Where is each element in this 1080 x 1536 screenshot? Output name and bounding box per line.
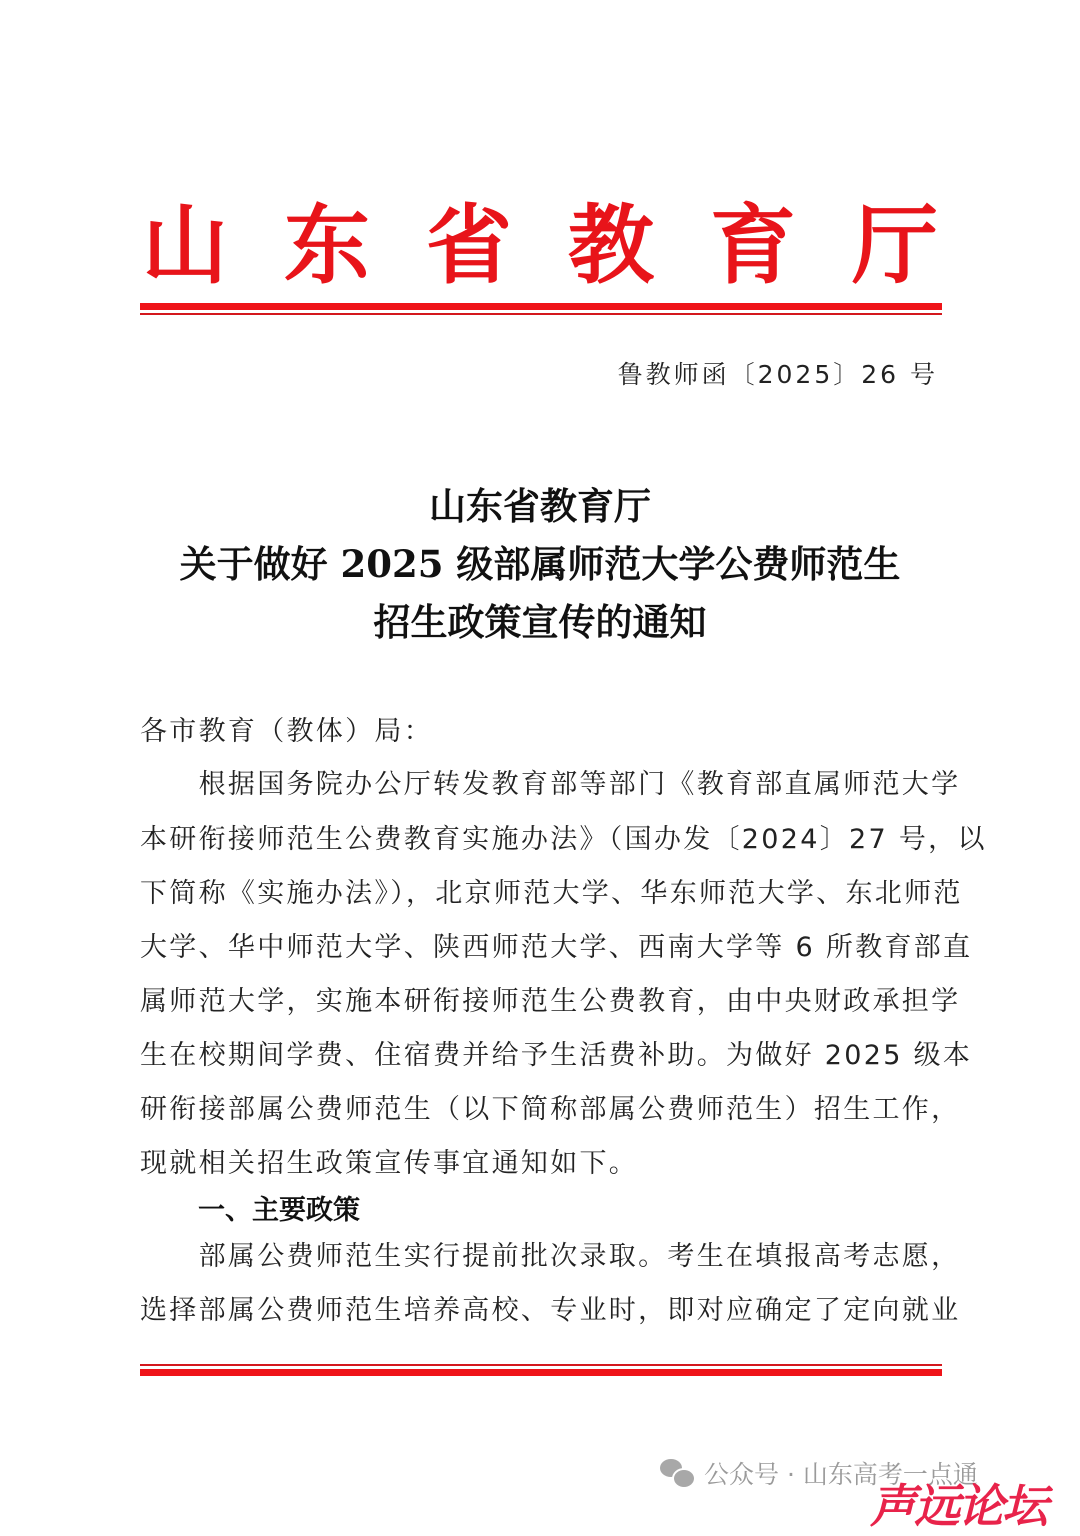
masthead-char: 东 [284, 195, 370, 296]
section-line: 选择部属公费师范生培养高校、专业时，即对应确定了定向就业 [140, 1295, 961, 1326]
masthead-char: 省 [426, 195, 512, 296]
header-red-rule-thick [140, 303, 942, 310]
masthead [140, 196, 940, 296]
document-number: 鲁教师函〔2025〕26 号 [617, 360, 938, 389]
masthead-char: 育 [710, 195, 796, 296]
title-line-2: 关于做好 2025 级部属师范大学公费师范生 [179, 542, 901, 586]
body-line: 本研衔接师范生公费教育实施办法》（国办发〔2024〕27 号，以 [140, 824, 987, 855]
body-line: 属师范大学，实施本研衔接师范生公费教育，由中央财政承担学 [140, 986, 961, 1017]
header-red-rule-thin [140, 313, 942, 315]
footer-red-rule-thin [140, 1364, 942, 1366]
masthead-char: 山 [142, 195, 228, 296]
body-line: 现就相关招生政策宣传事宜通知如下。 [140, 1148, 639, 1179]
masthead-char: 厅 [852, 195, 938, 296]
body-line: 下简称《实施办法》），北京师范大学、华东师范大学、东北师范 [140, 878, 963, 909]
forum-logo: 声远论坛 [870, 1479, 1046, 1533]
salutation: 各市教育（教体）局： [140, 716, 433, 747]
body-line: 根据国务院办公厅转发教育部等部门《教育部直属师范大学 [140, 769, 961, 800]
title-line-3: 招生政策宣传的通知 [373, 600, 707, 644]
body-line: 大学、华中师范大学、陕西师范大学、西南大学等 6 所教育部直 [140, 932, 973, 963]
wechat-icon [660, 1459, 694, 1487]
section-heading: 一、主要政策 [198, 1195, 360, 1226]
footer-red-rule-thick [140, 1369, 942, 1376]
section-line: 部属公费师范生实行提前批次录取。考生在填报高考志愿， [140, 1241, 961, 1272]
body-line: 生在校期间学费、住宿费并给予生活费补助。为做好 2025 级本 [140, 1040, 973, 1071]
masthead-char: 教 [568, 195, 654, 296]
watermark-text: 公众号 · 山东高考一点通 [704, 1460, 978, 1489]
body-line: 研衔接部属公费师范生（以下简称部属公费师范生）招生工作， [140, 1094, 961, 1125]
title-line-1: 山东省教育厅 [429, 484, 651, 528]
